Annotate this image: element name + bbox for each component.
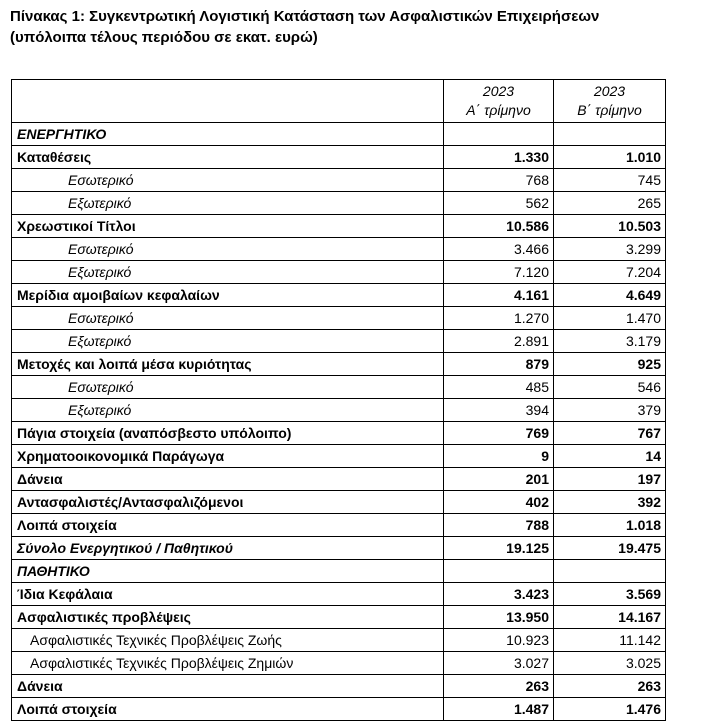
row-label: Χρηματοοικονομικά Παράγωγα: [12, 445, 444, 468]
value-q1: 3.466: [444, 238, 554, 261]
table-row: [12, 353, 666, 376]
table-row: [12, 675, 666, 698]
value-q1: 788: [444, 514, 554, 537]
value-q2: 263: [554, 675, 666, 698]
table-row: [12, 307, 666, 330]
row-label: Δάνεια: [12, 675, 444, 698]
row-label: Εξωτερικό: [12, 192, 444, 215]
value-q1: [444, 560, 554, 583]
table-row: [12, 238, 666, 261]
row-label: Εσωτερικό: [12, 307, 444, 330]
value-q1: 768: [444, 169, 554, 192]
value-q2: 197: [554, 468, 666, 491]
value-q2: 745: [554, 169, 666, 192]
table-row: [12, 583, 666, 606]
value-q2: 925: [554, 353, 666, 376]
table-row: [12, 606, 666, 629]
row-label: Εσωτερικό: [12, 169, 444, 192]
value-q2: [554, 560, 666, 583]
value-q1: 201: [444, 468, 554, 491]
table-body: [12, 80, 666, 721]
header-quarter: Β΄ τρίμηνο: [577, 102, 642, 118]
table-row: [12, 284, 666, 307]
row-label: Δάνεια: [12, 468, 444, 491]
table-row: [12, 468, 666, 491]
header-quarter: Α΄ τρίμηνο: [466, 102, 531, 118]
value-q2: 3.025: [554, 652, 666, 675]
row-label: Λοιπά στοιχεία: [12, 698, 444, 721]
row-label: Λοιπά στοιχεία: [12, 514, 444, 537]
header-label-cell: [12, 80, 444, 123]
value-q1: 879: [444, 353, 554, 376]
value-q2: 1.010: [554, 146, 666, 169]
table-row: [12, 652, 666, 675]
title-line-2: (υπόλοιπα τέλους περιόδου σε εκατ. ευρώ): [10, 29, 318, 46]
value-q1: 10.586: [444, 215, 554, 238]
header-col-q2: [554, 80, 666, 123]
row-label: Μετοχές και λοιπά μέσα κυριότητας: [12, 353, 444, 376]
row-label: Εξωτερικό: [12, 330, 444, 353]
value-q1: 485: [444, 376, 554, 399]
value-q2: 546: [554, 376, 666, 399]
value-q1: 1.487: [444, 698, 554, 721]
value-q2: 3.569: [554, 583, 666, 606]
value-q2: 4.649: [554, 284, 666, 307]
table-row: [12, 376, 666, 399]
value-q1: 2.891: [444, 330, 554, 353]
value-q1: 10.923: [444, 629, 554, 652]
table-row: [12, 123, 666, 146]
table-row: [12, 399, 666, 422]
value-q1: 562: [444, 192, 554, 215]
row-label: Καταθέσεις: [12, 146, 444, 169]
header-year: 2023: [482, 83, 515, 99]
row-label: Ασφαλιστικές προβλέψεις: [12, 606, 444, 629]
value-q2: 1.018: [554, 514, 666, 537]
table-row: [12, 422, 666, 445]
table-row: [12, 261, 666, 284]
value-q2: 379: [554, 399, 666, 422]
row-label: ΕΝΕΡΓΗΤΙΚΟ: [12, 123, 444, 146]
value-q1: 402: [444, 491, 554, 514]
table-row: [12, 169, 666, 192]
row-label: Σύνολο Ενεργητικού / Παθητικού: [12, 537, 444, 560]
table-row: [12, 629, 666, 652]
row-label: Εσωτερικό: [12, 376, 444, 399]
value-q2: 392: [554, 491, 666, 514]
table-row: [12, 192, 666, 215]
value-q1: 4.161: [444, 284, 554, 307]
row-label: Χρεωστικοί Τίτλοι: [12, 215, 444, 238]
row-label: Μερίδια αμοιβαίων κεφαλαίων: [12, 284, 444, 307]
value-q2: 10.503: [554, 215, 666, 238]
row-label: Αντασφαλιστές/Αντασφαλιζόμενοι: [12, 491, 444, 514]
table-title: [10, 6, 599, 48]
table-row: [12, 491, 666, 514]
table-row: [12, 560, 666, 583]
value-q1: 3.423: [444, 583, 554, 606]
table-row: [12, 146, 666, 169]
row-label: ΠΑΘΗΤΙΚΟ: [12, 560, 444, 583]
row-label: Εξωτερικό: [12, 261, 444, 284]
row-label: Ασφαλιστικές Τεχνικές Προβλέψεις Ζημιών: [12, 652, 444, 675]
value-q2: 3.179: [554, 330, 666, 353]
value-q2: 767: [554, 422, 666, 445]
header-col-q1: [444, 80, 554, 123]
table-row: [12, 445, 666, 468]
value-q2: 3.299: [554, 238, 666, 261]
value-q1: 394: [444, 399, 554, 422]
value-q2: 19.475: [554, 537, 666, 560]
table-row: [12, 698, 666, 721]
header-year: 2023: [593, 83, 626, 99]
value-q2: 14.167: [554, 606, 666, 629]
value-q2: 14: [554, 445, 666, 468]
row-label: Ίδια Κεφάλαια: [12, 583, 444, 606]
row-label: Πάγια στοιχεία (αναπόσβεστο υπόλοιπο): [12, 422, 444, 445]
table-row: [12, 330, 666, 353]
value-q1: [444, 123, 554, 146]
value-q2: 7.204: [554, 261, 666, 284]
value-q1: 7.120: [444, 261, 554, 284]
value-q1: 1.270: [444, 307, 554, 330]
value-q1: 263: [444, 675, 554, 698]
value-q2: [554, 123, 666, 146]
row-label: Εσωτερικό: [12, 238, 444, 261]
value-q1: 9: [444, 445, 554, 468]
value-q2: 1.476: [554, 698, 666, 721]
table-row: [12, 537, 666, 560]
value-q2: 265: [554, 192, 666, 215]
row-label: Ασφαλιστικές Τεχνικές Προβλέψεις Ζωής: [12, 629, 444, 652]
value-q2: 11.142: [554, 629, 666, 652]
value-q1: 13.950: [444, 606, 554, 629]
value-q1: 19.125: [444, 537, 554, 560]
row-label: Εξωτερικό: [12, 399, 444, 422]
value-q2: 1.470: [554, 307, 666, 330]
value-q1: 769: [444, 422, 554, 445]
value-q1: 1.330: [444, 146, 554, 169]
balance-sheet-table: [11, 79, 666, 721]
title-line-1: Πίνακας 1: Συγκεντρωτική Λογιστική Κατάσταση των Ασφαλιστικών Επιχειρήσεων: [10, 8, 600, 25]
value-q1: 3.027: [444, 652, 554, 675]
table-row: [12, 215, 666, 238]
header-row: [12, 80, 666, 123]
table-row: [12, 514, 666, 537]
